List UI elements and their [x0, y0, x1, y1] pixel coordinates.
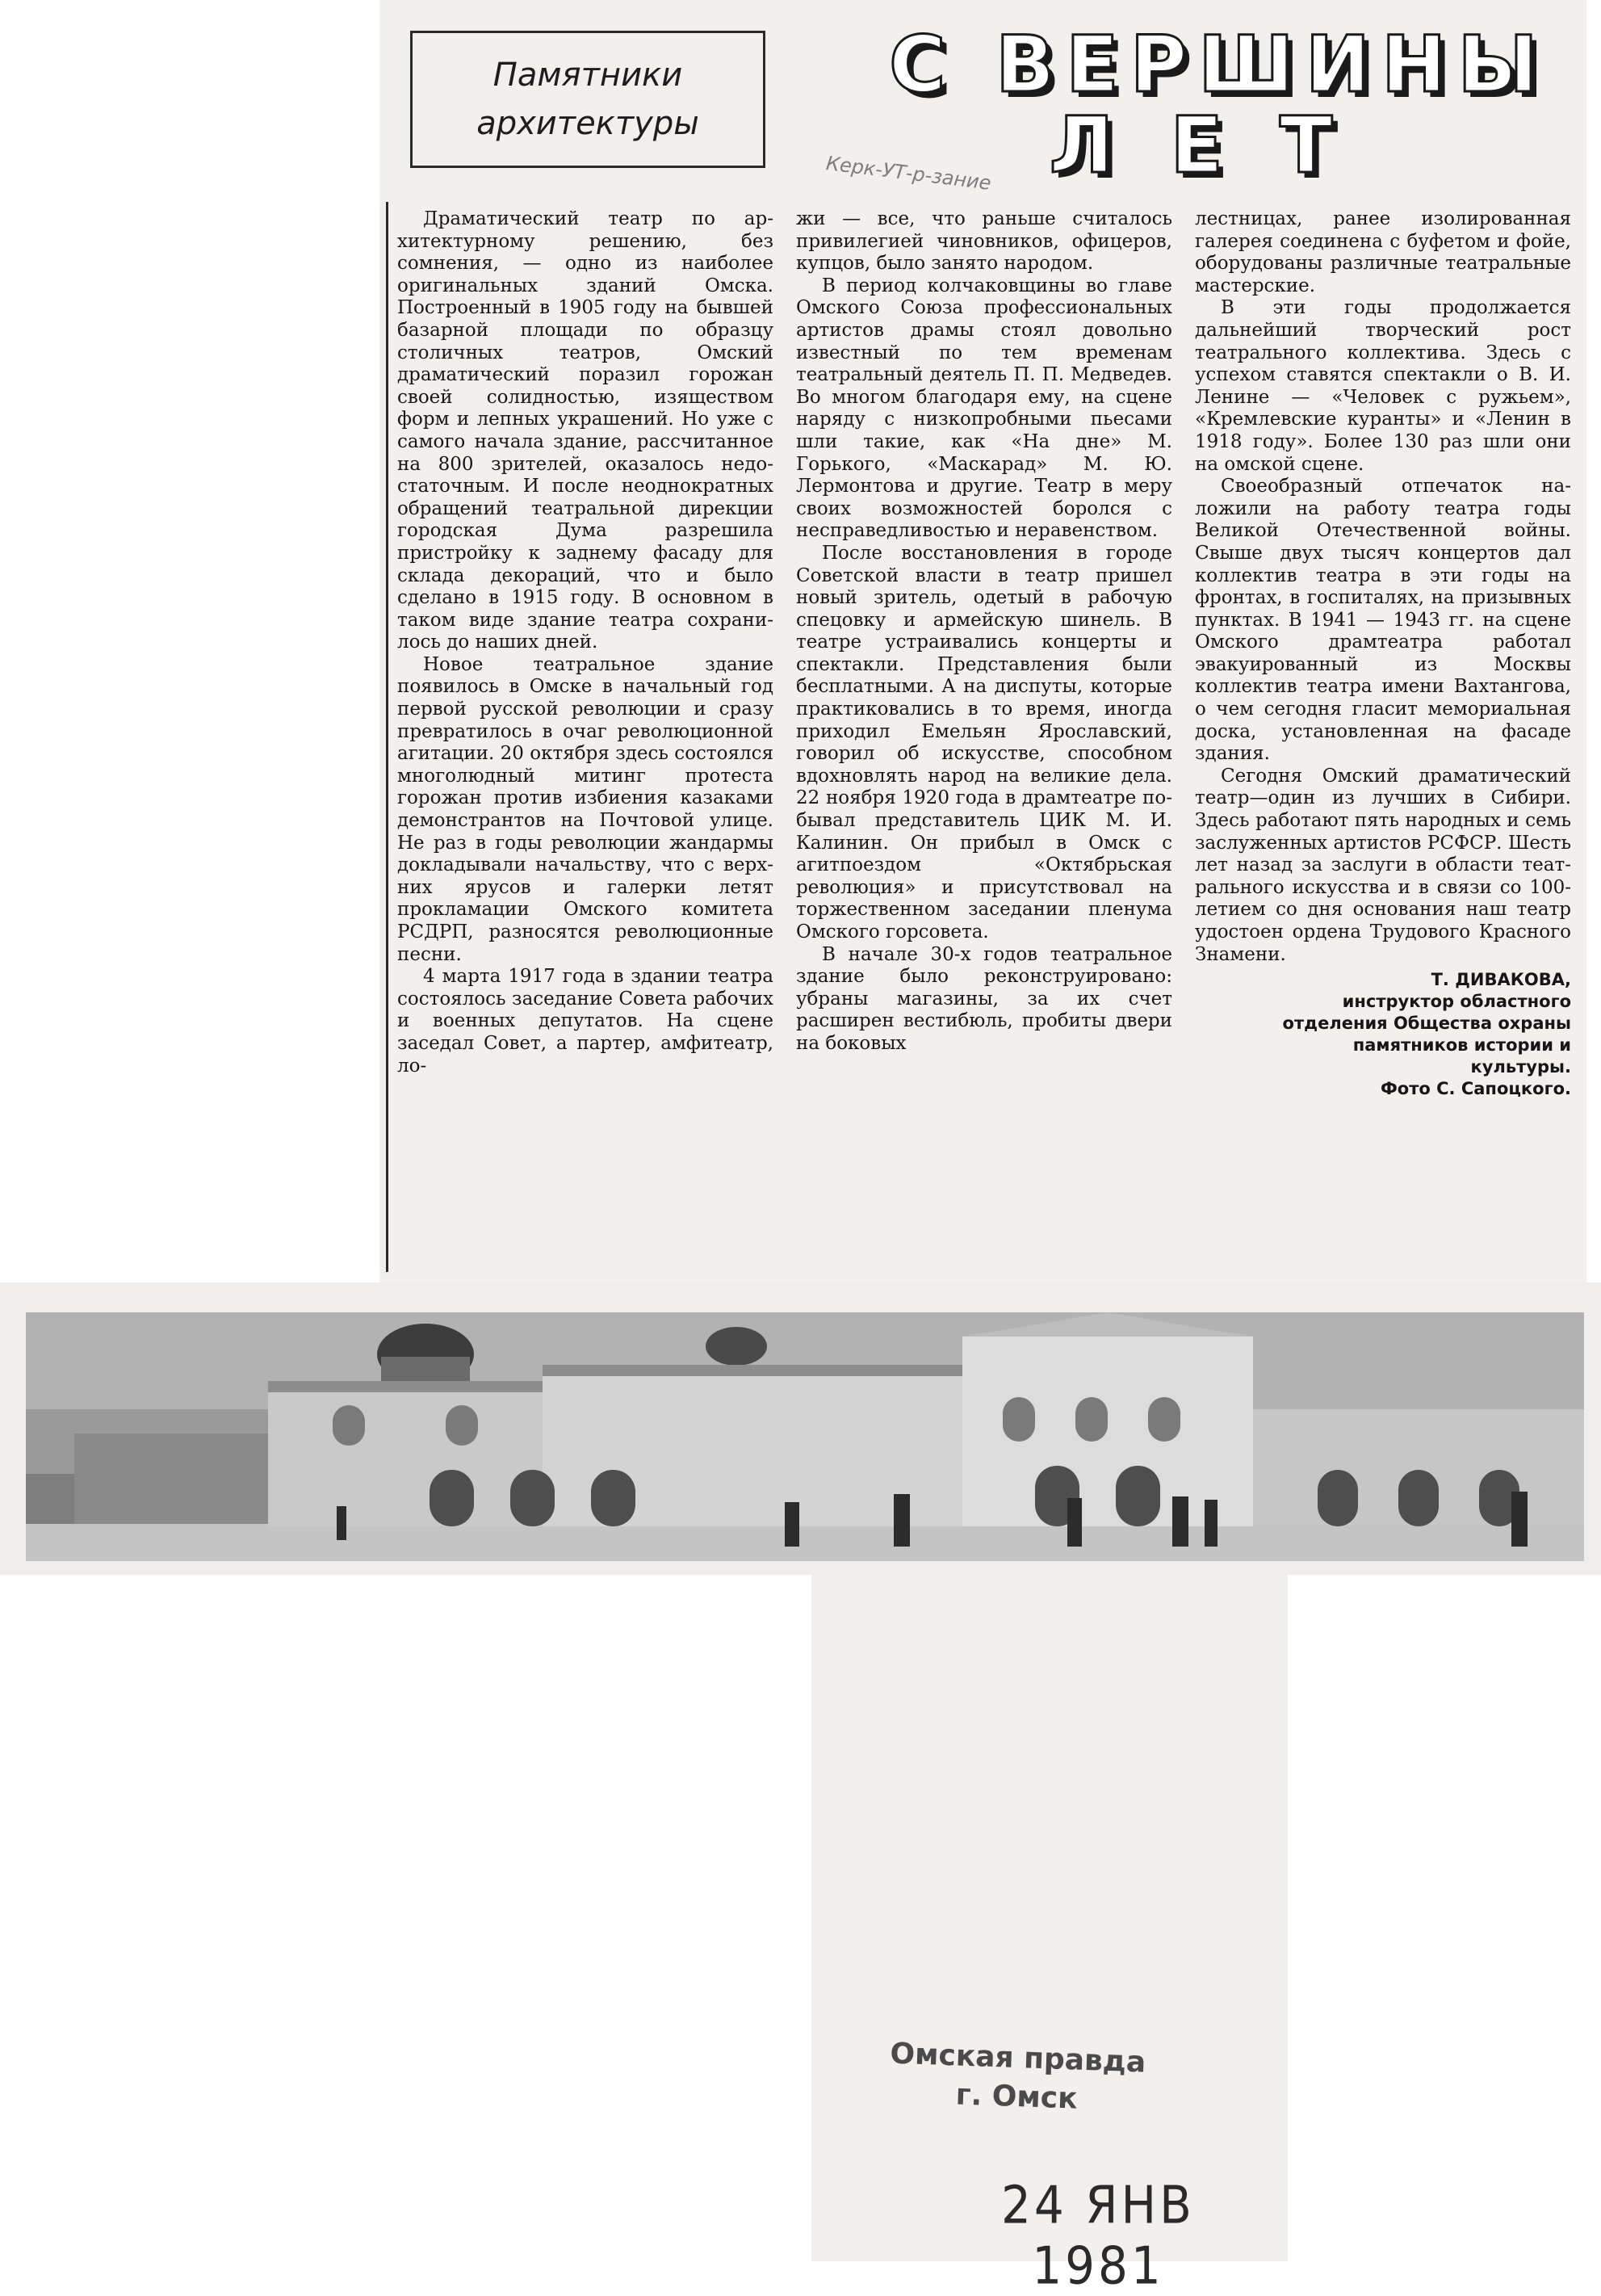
theatre-photo	[26, 1312, 1584, 1561]
author-title-4: культуры.	[1470, 1057, 1571, 1077]
rubric-box	[410, 31, 765, 168]
author-title-3: памятников истории и	[1352, 1035, 1571, 1056]
date-stamp: 24 ЯНВ 1981	[1001, 2175, 1195, 2296]
article-column-2	[796, 208, 1172, 1282]
author-title-2: отделения Общества охраны	[1282, 1014, 1571, 1034]
article-body	[397, 208, 1576, 1282]
paragraph: Новое театральное здание появилось в Омске в начальный год первой русской революции и сразу превратилось в очаг революционной агитации. 20 октября здесь состоялся многолюдный митинг протеста горожан против избиения казаками демонстрантов на Почтовой улице. Не раз в годы революции жандармы докладывали начальству, что с верхних ярусов и галерки летят прокламации Омского комитета РСДРП, разносятся революционные песни.	[397, 653, 773, 965]
photo-credit: Фото С. Сапоцкого.	[1380, 1079, 1571, 1099]
paragraph: Своеобразный отпечаток наложили на работу театра годы Великой Отечественной войны. Свыше двух тысяч концертов дал коллектив театра в эти годы на фронтах, в госпиталях, на призывных пунктах. В 1941 — 1943 гг. на сцене Омского драмтеатра работал эвакуированный из Москвы коллектив театра имени Вахтангова, о чем сегодня гласит мемориальная доска, установленная на фасаде здания.	[1195, 476, 1571, 765]
author-signature	[1195, 969, 1571, 1100]
paragraph: лестницах, ранее изолированная галерея соединена с буфетом и фойе, оборудованы различные театральные мастерские.	[1195, 208, 1571, 296]
stamp-newspaper-name: Омская правда	[889, 2037, 1146, 2080]
paragraph: 4 марта 1917 года в здании театра состоялось заседание Совета рабочих и военных депутатов. На сцене заседал Совет, а партер, амфитеатр, ло-	[397, 966, 773, 1077]
headline-line-2: ЛЕТ	[1049, 100, 1389, 191]
author-name: Т. ДИВАКОВА,	[1431, 970, 1571, 990]
author-title-1: инструктор областного	[1342, 992, 1571, 1012]
column-rule	[386, 202, 388, 1272]
rubric-line-2: архитектуры	[476, 105, 699, 142]
article-column-1	[397, 208, 773, 1282]
paragraph: жи — все, что раньше считалось привилегией чиновников, офицеров, купцов, было занято народом.	[796, 208, 1172, 275]
rubric-line-1: Памятники	[492, 57, 683, 94]
clipping-stamp-strip	[811, 1575, 1288, 2261]
stamp-city: г. Омск	[955, 2078, 1079, 2116]
paragraph: В период колчаковщины во главе Омского Союза профессиональных артистов драмы стоял довольно известный по тем временам театральный деятель П. П. Медведев. Во многом благодаря ему, на сцене наряду с низкопробными пьесами шли такие, как «На дне» М. Горького, «Маскарад» М. Ю. Лермонтова и другие. Театр в меру своих возможностей боролся с несправедливостью и неравенством.	[796, 275, 1172, 542]
paragraph: Сегодня Омский драматический театр—один из лучших в Сибири. Здесь работают пять народных и семь заслуженных артистов РСФСР. Шесть лет назад за заслуги в области театрального искусства и в связи со 100-летием со дня основания наш театр удостоен ордена Трудового Красного Знамени.	[1195, 765, 1571, 965]
paragraph: Драматический театр по архитектурному решению, без сомнения, — одно из наиболее оригинальных зданий Омска. Построенный в 1905 году на бывшей базарной площади по образцу столичных театров, Омский драматический поразил горожан своей солидностью, изяществом форм и лепных украшений. Но уже с самого начала здание, рассчитанное на 800 зрителей, оказалось недостаточным. И после неоднократных обращений театральной дирекции городская Дума разрешила пристройку к заднему фасаду для склада декораций, что и было сделано в 1915 году. В основном в таком виде здание театра сохранилось до наших дней.	[397, 208, 773, 653]
article-column-3	[1195, 208, 1571, 1282]
paragraph: В начале 30-х годов театральное здание было реконструировано: убраны магазины, за их счет расширен вестибюль, пробиты двери на боковых	[796, 943, 1172, 1054]
headline	[856, 19, 1582, 191]
paragraph: В эти годы продолжается дальнейший творческий рост театрального коллектива. Здесь с успехом ставятся спектакли о В. И. Ленине — «Человек с ружьем», «Кремлевские куранты» и «Ленин в 1918 году». Более 130 раз шли они на омской сцене.	[1195, 297, 1571, 475]
paragraph: После восстановления в городе Советской власти в театр пришел новый зритель, одетый в рабочую спецовку и армейскую шинель. В театре устраивались концерты и спектакли. Представления были бесплатными. А на диспуты, которые практиковались в то время, иногда приходил Емельян Ярославский, говорил об искусстве, способном вдохновлять народ на великие дела. 22 ноября 1920 года в драмтеатре побывал представитель ЦИК М. И. Калинин. Он прибыл в Омск с агитпоездом «Октябрьская революция» и присутствовал на торжественном заседании пленума Омского горсовета.	[796, 542, 1172, 942]
handwritten-note: Керк-УТ-р-зание	[824, 152, 993, 195]
newspaper-stamp	[854, 2034, 1180, 2122]
headline-line-1: С ВЕРШИНЫ	[889, 19, 1549, 110]
